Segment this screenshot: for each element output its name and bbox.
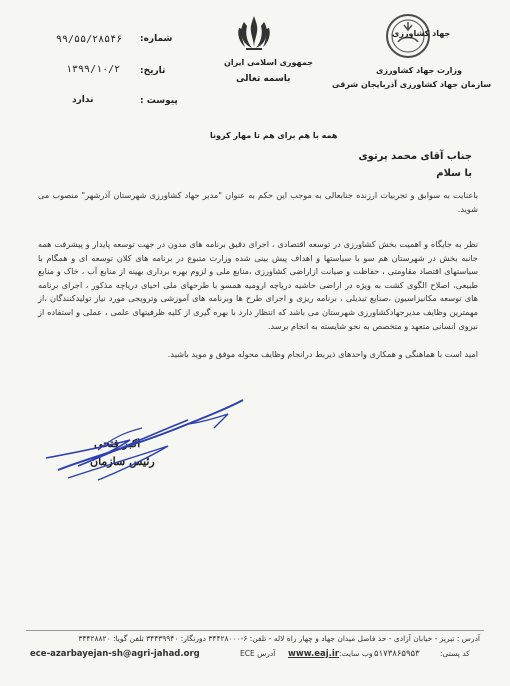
number-label: شماره: — [140, 34, 173, 44]
number-value: ۹۹/۵۵/۲۸۵۴۶ — [56, 34, 123, 45]
iran-emblem-icon — [236, 14, 272, 56]
handwritten-signature — [38, 388, 258, 488]
motto: باسمه تعالی — [236, 74, 291, 84]
footer-email-label: آدرس ECE — [240, 649, 276, 658]
footer-web-label: وب سایت: — [339, 649, 373, 658]
footer-postal-code: ۵۱۷۳۸۶۵۹۵۳ — [374, 649, 420, 659]
logo-text: جهاد کشاورزی — [392, 29, 451, 38]
attachment-value: ندارد — [72, 95, 94, 105]
attachment-label: پیوست : — [140, 96, 178, 106]
footer-divider — [26, 630, 484, 631]
paragraph-closing: امید است با هماهنگی و همکاری واحدهای ذیربط درانجام وظایف محوله موفق و موید باشید. — [167, 349, 478, 359]
organization-name: سازمان جهاد کشاورزی آذربایجان شرقی — [332, 80, 492, 89]
agri-jahad-logo — [384, 12, 451, 60]
paragraph-appointment: باعنایت به سوابق و تجربیات ارزنده جنابعالی به موجب این حکم به عنوان "مدیر جهاد کشاورزی شهرستان آذرشهر" منصوب می شوید. — [38, 190, 478, 214]
footer-website[interactable]: www.eaj.ir — [288, 649, 339, 659]
ministry-name: وزارت جهاد کشاورزی — [376, 66, 463, 75]
footer-address: آدرس : تبریز - خیابان آزادی - حد فاصل میدان جهاد و چهار راه لاله - تلفن: ۶-۳۴۴۲۸۰۰۰ دورنگار: ۳۴۴۳۹۹۴۰ تلفن گویا: ۳۴۴۲۸۸۲۰ — [78, 634, 480, 643]
signer-name: اکبر فتحی — [94, 437, 141, 450]
date-label: تاریخ: — [140, 66, 166, 76]
signer-title: رئیس سازمان — [90, 455, 155, 468]
recipient: جناب آقای محمد پرتوی — [358, 151, 472, 162]
footer-postal-label: کد پستی: — [440, 649, 470, 658]
footer-email: ece-azarbayejan-sh@agri-jahad.org — [30, 649, 200, 659]
slogan: همه با هم برای هم تا مهار کرونا — [210, 131, 338, 140]
republic-title: جمهوری اسلامی ایران — [224, 58, 313, 67]
greeting: با سلام — [436, 168, 472, 179]
paragraph-duties: نظر به جایگاه و اهمیت بخش کشاورزی در توسعه اقتصادی ، اجرای دقیق برنامه های مدون در جهت توسعه پایدار و پیشرفت همه جانبه بخش در شهرستان هم سو با سیاستها و اهداف پیش بینی شده وزارت متبوع در برنامه های کلان توسعه ای و همگام با سیاستهای اقتصاد مقاومتی ، حفاظت و صیانت ازاراضی کشاورزی ،منابع ملی و لزوم بهره برداری بهینه از منابع آب ، خاک و منابع طبیعی، اصلاح الگوی کشت به ویژه در اراضی حاشیه دریاچه ارومیه همسو با طرحهای ملی احیای دریاچه مذکور ، اجرای برنامه های توسعه مکانیزاسیون ،صنایع تبدیلی ، برنامه ریزی و اجرای طرح ها وبرنامه های آموزشی وترویجی مورد نیاز تولیدکنندگان ،از مهمترین وظایف مدیرجهادکشاورزی شهرستان می باشد که انتظار دارد با بهره گیری از کلیه ظرفیتهای علمی ، عملی و استفاده از نیروی انسانی متعهد و متخصص به نحو شایسته به انجام برسد. — [38, 239, 478, 331]
date-value: ۱۳۹۹/۱۰/۲ — [66, 64, 121, 75]
